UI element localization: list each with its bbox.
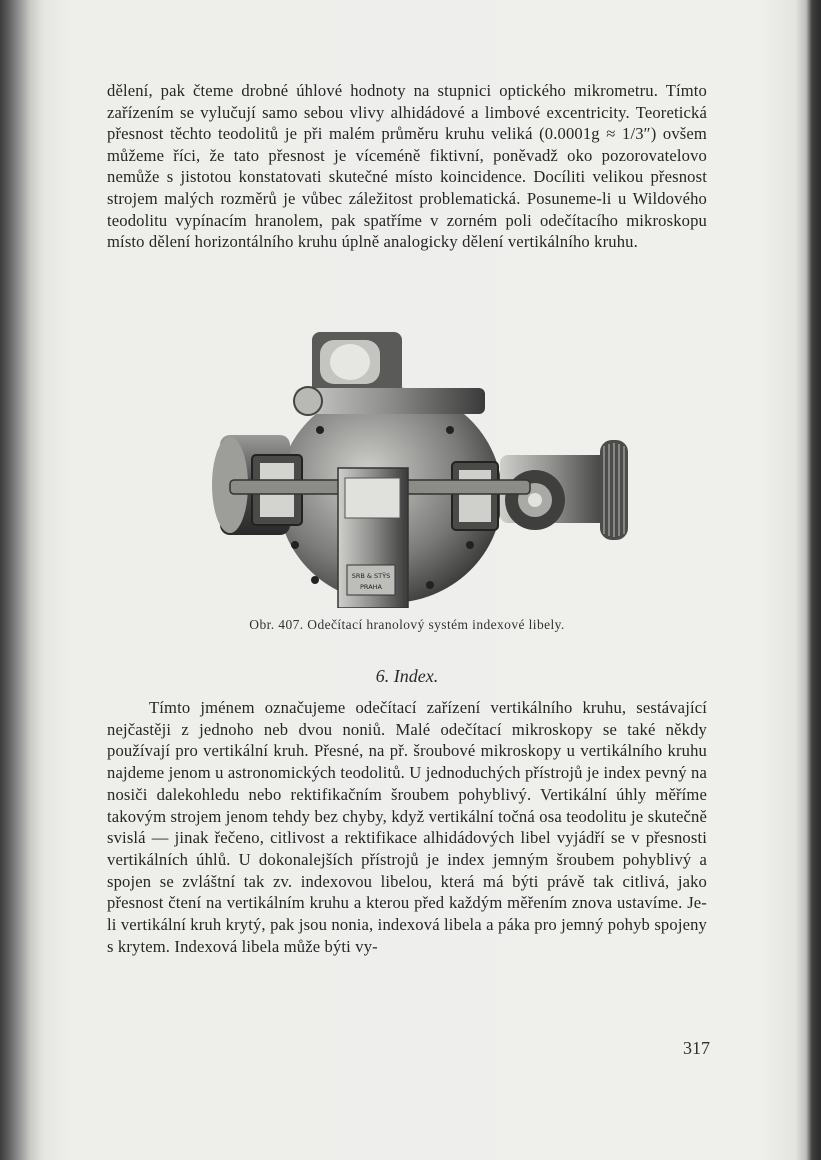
figure-prism-reading-system — [200, 330, 632, 608]
body-paragraph-1: dělení, pak čteme drobné úhlové hodnoty na stupnici optického mikrometru. Tímto zařízením se vylučují samo sebou vlivy alhidádové a limbové excentricity. Teoretická přesnost těchto teodolitů je při malém průměru kruhu veliká (0.0001g ≈ 1/3″) ovšem můžeme říci, že tato přesnost je víceméně fiktivní, poněvadž oko pozorovatelovo nemůže s jistotou konstatovati skutečné místo koincidence. Docíliti velikou přesnost strojem malých rozměrů je vůbec záležitost problematická. Posuneme-li u Wildového teodolitu vypínacím hranolem, pak spatříme v zorném poli odečítacího mikroskopu místo dělení horizontálního kruhu úplně analogicky dělení vertikálního kruhu. — [107, 81, 707, 252]
body-paragraph-2-text: Tímto jménem označujeme odečítací zařízení vertikálního kruhu, sestávající nejčastěji z jednoho neb dvou noniů. Malé odečítací mikroskopy se také někdy používají pro vertikální kruh. Přesné, na př. šroubové mikroskopy u vertikálního kruhu najdeme jenom u astronomických teodolitů. U jednoduchých přístrojů je index pevný na nosiči dalekohledu nebo rektifikačním šroubem pohyblivý. Vertikální úhly měříme takovým strojem jenom tehdy bez chyby, když vertikální točná osa teodolitu je skutečně svislá — jinak řečeno, citlivost a rektifikace alhidádových libel vyjádří se v přesnosti vertikálních úhlů. U dokonalejších přístrojů je index jemným šroubem pohyblivý a spojen se zvláštní tak zv. indexovou libelou, která má býti právě tak citlivá, jako přesnost čtení na vertikálním kruhu a kterou před každým měřením znova ustavíme. Je-li vertikální kruh krytý, pak jsou nonia, indexová libela a páka pro jemný pohyb spojeny s krytem. Indexová libela může býti vy- — [107, 698, 707, 956]
svg-text:PRAHA: PRAHA — [360, 583, 382, 591]
svg-text:SRB & STŸS: SRB & STŸS — [351, 572, 391, 580]
page-number: 317 — [683, 1038, 710, 1058]
section-heading: 6. Index. — [375, 666, 439, 686]
reading-tube — [295, 388, 485, 414]
body-paragraph-2 — [107, 697, 707, 957]
figure-caption: Obr. 407. Odečítací hranolový systém indexové libely. — [249, 617, 565, 632]
theodolite-illustration — [200, 330, 632, 608]
